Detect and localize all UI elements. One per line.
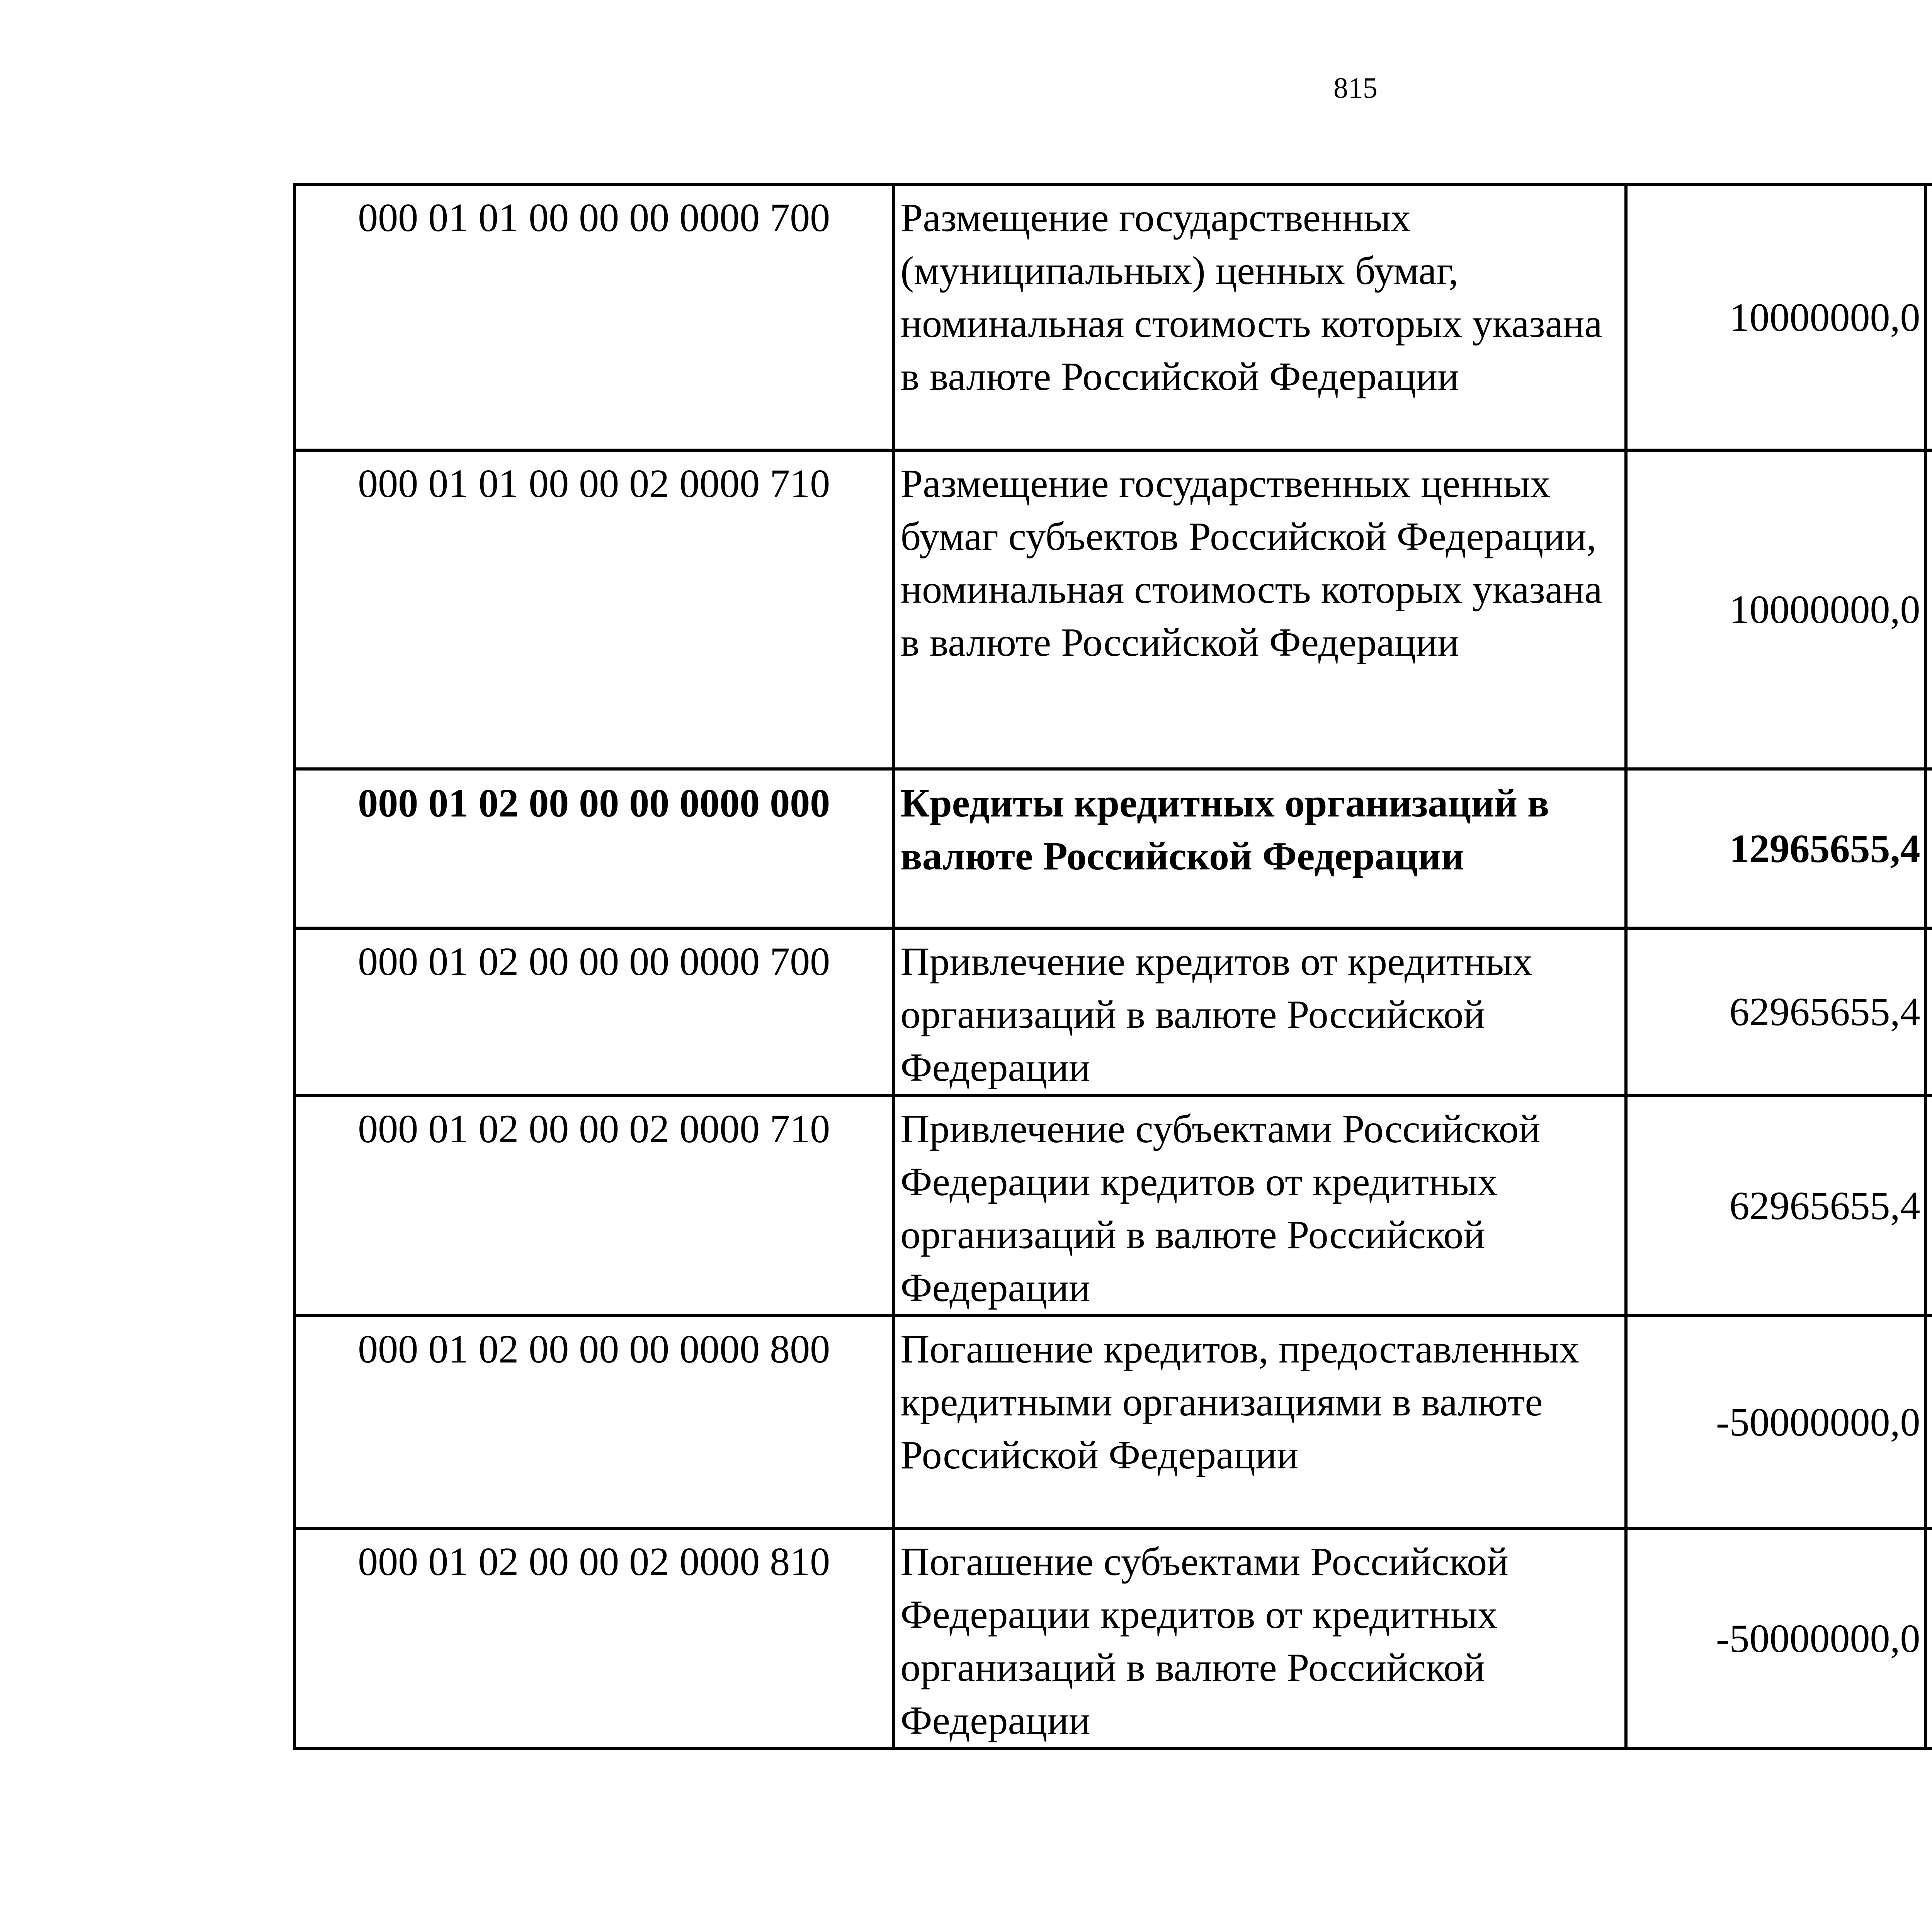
amount-cell-year2 [1925, 1095, 1932, 1316]
item-name-cell: Размещение государственных ценных бумаг субъектов Российской Федерации, номинальная стоимость которых указана в валюте Российской Федерации [893, 450, 1626, 769]
table-row [294, 1528, 1932, 1749]
amount-cell-year1: -50000000,0 [1626, 1316, 1925, 1528]
table-row [294, 450, 1932, 769]
amount-cell-year2 [1925, 184, 1932, 450]
table-row-section-total [294, 769, 1932, 928]
item-name-cell: Кредиты кредитных организаций в валюте Российской Федерации [893, 769, 1626, 928]
item-name-cell: Погашение субъектами Российской Федерации кредитов от кредитных организаций в валюте Российской Федерации [893, 1528, 1626, 1749]
budget-code-cell: 000 01 02 00 00 00 0000 700 [294, 928, 893, 1095]
budget-code-cell: 000 01 01 00 00 00 0000 700 [294, 184, 893, 450]
amount-cell-year2 [1925, 450, 1932, 769]
budget-sources-table [293, 183, 1932, 1750]
item-name-cell: Размещение государственных (муниципальных) ценных бумаг, номинальная стоимость которых указана в валюте Российской Федерации [893, 184, 1626, 450]
table-row [294, 1095, 1932, 1316]
amount-cell-year1: 12965655,4 [1626, 769, 1925, 928]
amount-cell-year1: 62965655,4 [1626, 928, 1925, 1095]
amount-cell-year1: 10000000,0 [1626, 184, 1925, 450]
budget-code-cell: 000 01 02 00 00 02 0000 810 [294, 1528, 893, 1749]
page-number: 815 [1333, 72, 1378, 104]
table-row [294, 928, 1932, 1095]
budget-code-cell: 000 01 02 00 00 00 0000 800 [294, 1316, 893, 1528]
amount-cell-year1: 10000000,0 [1626, 450, 1925, 769]
table-row [294, 1316, 1932, 1528]
item-name-cell: Погашение кредитов, предоставленных кредитными организациями в валюте Российской Федерации [893, 1316, 1626, 1528]
amount-cell-year2 [1925, 1316, 1932, 1528]
item-name-cell: Привлечение кредитов от кредитных организаций в валюте Российской Федерации [893, 928, 1626, 1095]
table-row [294, 184, 1932, 450]
amount-cell-year1: -50000000,0 [1626, 1528, 1925, 1749]
amount-cell-year2 [1925, 769, 1932, 928]
budget-code-cell: 000 01 02 00 00 00 0000 000 [294, 769, 893, 928]
budget-code-cell: 000 01 02 00 00 02 0000 710 [294, 1095, 893, 1316]
item-name-cell: Привлечение субъектами Российской Федерации кредитов от кредитных организаций в валюте Российской Федерации [893, 1095, 1626, 1316]
amount-cell-year1: 62965655,4 [1626, 1095, 1925, 1316]
budget-code-cell: 000 01 01 00 00 02 0000 710 [294, 450, 893, 769]
amount-cell-year2 [1925, 1528, 1932, 1749]
amount-cell-year2 [1925, 928, 1932, 1095]
